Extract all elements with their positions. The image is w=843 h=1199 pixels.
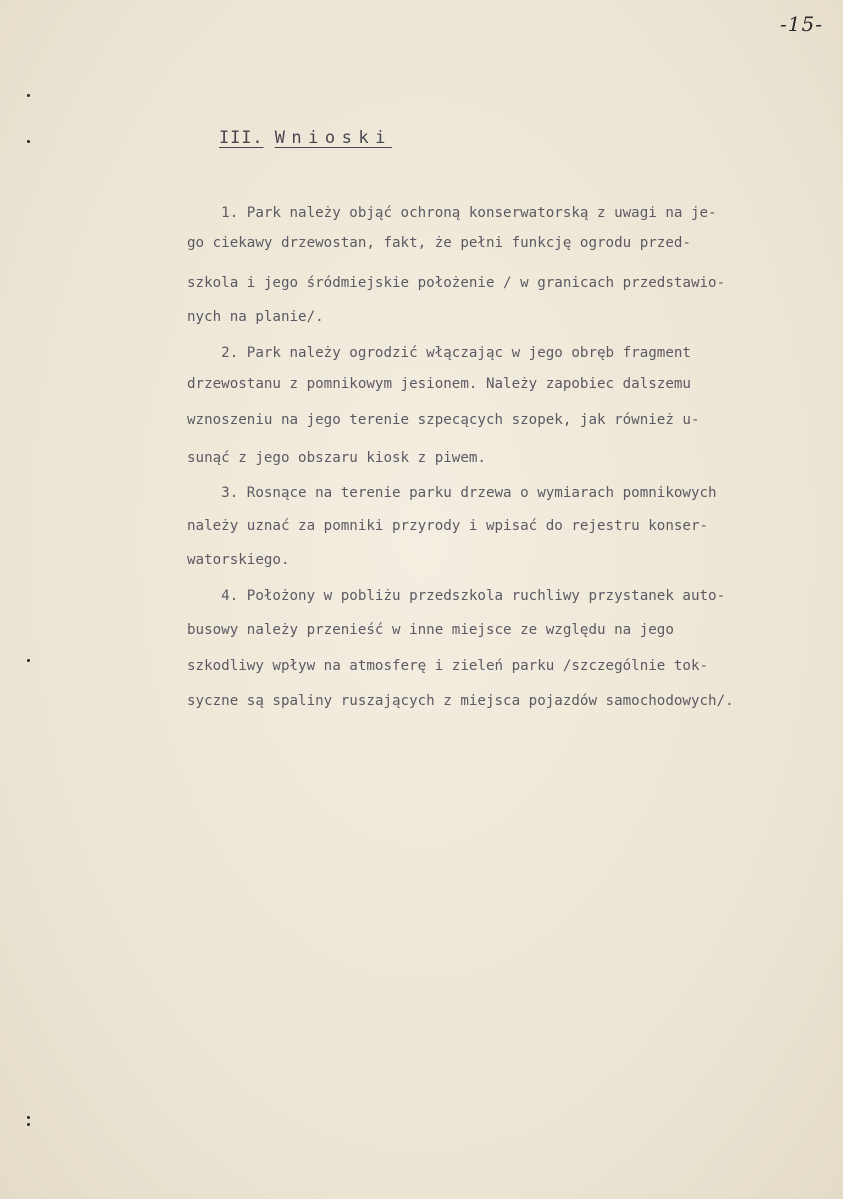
heading-roman: III.: [219, 128, 264, 148]
paragraph-2-line: sunąć z jego obszaru kiosk z piwem.: [187, 450, 486, 466]
margin-dot: [27, 1116, 30, 1119]
paragraph-4-line: 4. Położony w pobliżu przedszkola ruchliwy przystanek auto-: [187, 588, 726, 604]
paragraph-3-line: watorskiego.: [187, 552, 290, 568]
paragraph-2-line: wznoszeniu na jego terenie szpecących szopek, jak również u-: [187, 412, 700, 428]
paragraph-3-line: 3. Rosnące na terenie parku drzewa o wymiarach pomnikowych: [187, 485, 717, 501]
page-number: -15-: [780, 12, 823, 36]
margin-dot: [27, 659, 30, 662]
paragraph-1-line: nych na planie/.: [187, 309, 324, 325]
paragraph-4-line: szkodliwy wpływ na atmosferę i zieleń parku /szczególnie tok-: [187, 658, 709, 674]
paragraph-2-line: drzewostanu z pomnikowym jesionem. Należy zapobiec dalszemu: [187, 376, 691, 392]
section-heading: [219, 128, 392, 148]
paragraph-3-line: należy uznać za pomniki przyrody i wpisać do rejestru konser-: [187, 518, 709, 534]
margin-dot: [27, 1123, 30, 1126]
heading-title: Wnioski: [274, 128, 392, 148]
paragraph-4-line: syczne są spaliny ruszających z miejsca pojazdów samochodowych/.: [187, 693, 734, 709]
paragraph-1-line: szkola i jego śródmiejskie położenie / w granicach przedstawio-: [187, 275, 726, 291]
paragraph-1-line: go ciekawy drzewostan, fakt, że pełni funkcję ogrodu przed-: [187, 235, 691, 251]
paragraph-2-line: 2. Park należy ogrodzić włączając w jego obręb fragment: [187, 345, 691, 361]
margin-dot: [27, 94, 30, 97]
paragraph-4-line: busowy należy przenieść w inne miejsce ze względu na jego: [187, 622, 674, 638]
paragraph-1-line: 1. Park należy objąć ochroną konserwatorską z uwagi na je-: [187, 205, 717, 221]
margin-dot: [27, 140, 30, 143]
